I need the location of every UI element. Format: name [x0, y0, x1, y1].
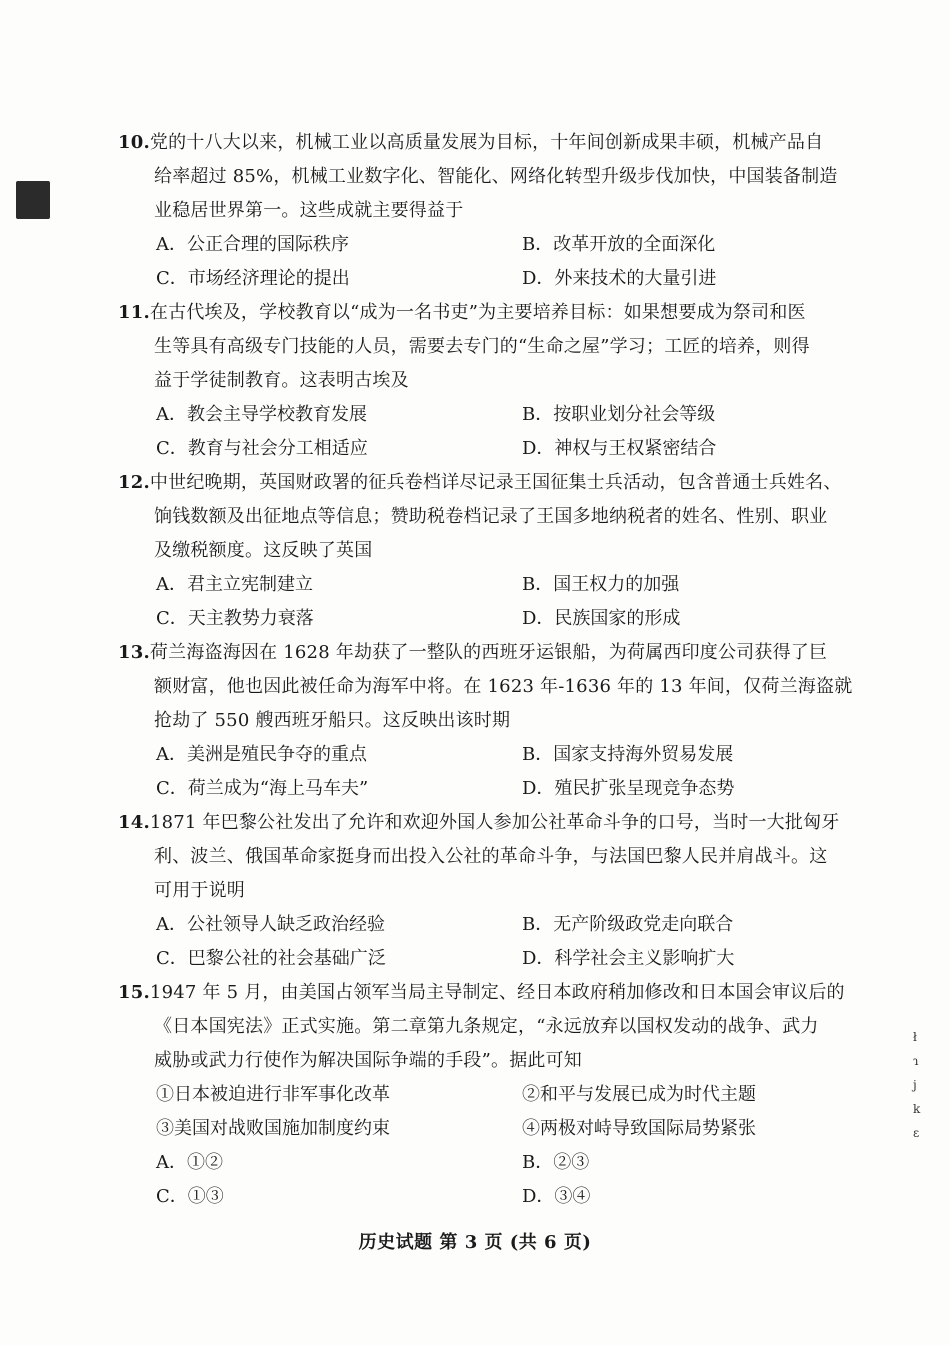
option-c[interactable]: C．市场经济理论的提出 — [156, 268, 350, 289]
option-a[interactable]: A．公社领导人缺乏政治经验 — [156, 914, 385, 935]
option-b[interactable]: B．国家支持海外贸易发展 — [522, 744, 734, 765]
answer-options — [118, 908, 834, 976]
option-d[interactable]: D．民族国家的形成 — [522, 608, 681, 629]
edge-mark: j — [913, 1078, 917, 1092]
statement-2: ②和平与发展已成为时代主题 — [522, 1084, 756, 1105]
stem-line: 额财富，他也因此被任命为海军中将。在 1623 年-1636 年的 13 年间，仅荷兰海盗就 — [154, 676, 853, 697]
answer-options — [118, 568, 834, 636]
option-b[interactable]: B．无产阶级政党走向联合 — [522, 914, 734, 935]
question-list — [118, 126, 853, 1214]
stem-text: 中世纪晚期，英国财政署的征兵卷档详尽记录王国征集士兵活动，包含普通士兵姓名、 — [149, 472, 842, 493]
question-10 — [118, 126, 838, 296]
binding-mark — [16, 181, 50, 219]
answer-options — [118, 738, 834, 806]
stem-text: 在古代埃及，学校教育以“成为一名书吏”为主要培养目标：如果想要成为祭司和医 — [149, 302, 806, 323]
stem-line: 及缴税额度。这反映了英国 — [154, 540, 373, 561]
option-a[interactable]: A．君主立宪制建立 — [156, 574, 313, 595]
stem-line: 《日本国宪法》正式实施。第二章第九条规定，“永远放弃以国权发动的战争、武力 — [154, 1016, 819, 1037]
option-d[interactable]: D．殖民扩张呈现竞争态势 — [522, 778, 735, 799]
stem-line: 抢劫了 550 艘西班牙船只。这反映出该时期 — [154, 710, 511, 731]
stem-line: 给率超过 85%，机械工业数字化、智能化、网络化转型升级步伐加快，中国装备制造 — [154, 166, 838, 187]
stem-text: 1871 年巴黎公社发出了允许和欢迎外国人参加公社革命斗争的口号，当时一大批匈牙 — [149, 812, 840, 833]
stem-line: 业稳居世界第一。这些成就主要得益于 — [154, 200, 464, 221]
answer-options — [118, 1078, 834, 1214]
question-13 — [118, 636, 853, 806]
stem-line: 益于学徒制教育。这表明古埃及 — [154, 370, 409, 391]
option-d[interactable]: D．外来技术的大量引进 — [522, 268, 717, 289]
answer-options — [118, 398, 834, 466]
question-stem — [118, 976, 845, 1010]
stem-text: 荷兰海盗海因在 1628 年劫获了一整队的西班牙运银船，为荷属西印度公司获得了巨 — [149, 642, 828, 663]
question-stem — [118, 636, 834, 670]
question-14 — [118, 806, 840, 976]
option-c[interactable]: C．天主教势力衰落 — [156, 608, 314, 629]
question-stem — [118, 296, 834, 330]
page-footer: 历史试题 第 3 页 (共 6 页) — [358, 1232, 592, 1253]
option-c[interactable]: C．巴黎公社的社会基础广泛 — [156, 948, 386, 969]
question-number: 15. — [118, 982, 150, 1003]
option-b[interactable]: B．按职业划分社会等级 — [522, 404, 716, 425]
question-stem — [118, 466, 842, 500]
statement-4: ④两极对峙导致国际局势紧张 — [522, 1118, 756, 1139]
option-c[interactable]: C．荷兰成为“海上马车夫” — [156, 778, 369, 799]
question-number: 10. — [118, 132, 150, 153]
question-number: 12. — [118, 472, 150, 493]
stem-line: 利、波兰、俄国革命家挺身而出投入公社的革命斗争，与法国巴黎人民并肩战斗。这 — [154, 846, 828, 867]
question-number: 14. — [118, 812, 150, 833]
edge-mark: k — [913, 1102, 921, 1116]
statement-1: ①日本被迫进行非军事化改革 — [156, 1084, 390, 1105]
stem-text: 党的十八大以来，机械工业以高质量发展为目标，十年间创新成果丰硕，机械产品自 — [149, 132, 824, 153]
option-a[interactable]: A．①② — [156, 1152, 223, 1173]
option-c[interactable]: C．①③ — [156, 1186, 224, 1207]
question-12 — [118, 466, 842, 636]
question-number: 11. — [118, 302, 150, 323]
option-d[interactable]: D．③④ — [522, 1186, 591, 1207]
edge-scan-marks — [913, 1025, 927, 1145]
stem-line: 饷钱数额及出征地点等信息；赞助税卷档记录了王国多地纳税者的姓名、性别、职业 — [154, 506, 828, 527]
stem-line: 可用于说明 — [154, 880, 245, 901]
answer-options — [118, 228, 834, 296]
option-a[interactable]: A．教会主导学校教育发展 — [156, 404, 367, 425]
option-d[interactable]: D．科学社会主义影响扩大 — [522, 948, 735, 969]
edge-mark: ɿ — [913, 1054, 919, 1068]
option-b[interactable]: B．②③ — [522, 1152, 590, 1173]
edge-mark: ł — [913, 1030, 917, 1044]
question-15 — [118, 976, 845, 1214]
option-d[interactable]: D．神权与王权紧密结合 — [522, 438, 717, 459]
option-c[interactable]: C．教育与社会分工相适应 — [156, 438, 368, 459]
option-a[interactable]: A．公正合理的国际秩序 — [156, 234, 349, 255]
question-stem — [118, 126, 834, 160]
question-11 — [118, 296, 834, 466]
edge-mark: ɛ — [913, 1126, 920, 1140]
stem-text: 1947 年 5 月，由美国占领军当局主导制定、经日本政府稍加修改和日本国会审议后的 — [149, 982, 845, 1003]
stem-line: 生等具有高级专门技能的人员，需要去专门的“生命之屋”学习；工匠的培养，则得 — [154, 336, 810, 357]
question-number: 13. — [118, 642, 150, 663]
question-stem — [118, 806, 840, 840]
option-b[interactable]: B．改革开放的全面深化 — [522, 234, 716, 255]
statement-3: ③美国对战败国施加制度约束 — [156, 1118, 390, 1139]
stem-line: 威胁或武力行使作为解决国际争端的手段”。据此可知 — [154, 1050, 582, 1071]
option-b[interactable]: B．国王权力的加强 — [522, 574, 680, 595]
option-a[interactable]: A．美洲是殖民争夺的重点 — [156, 744, 367, 765]
